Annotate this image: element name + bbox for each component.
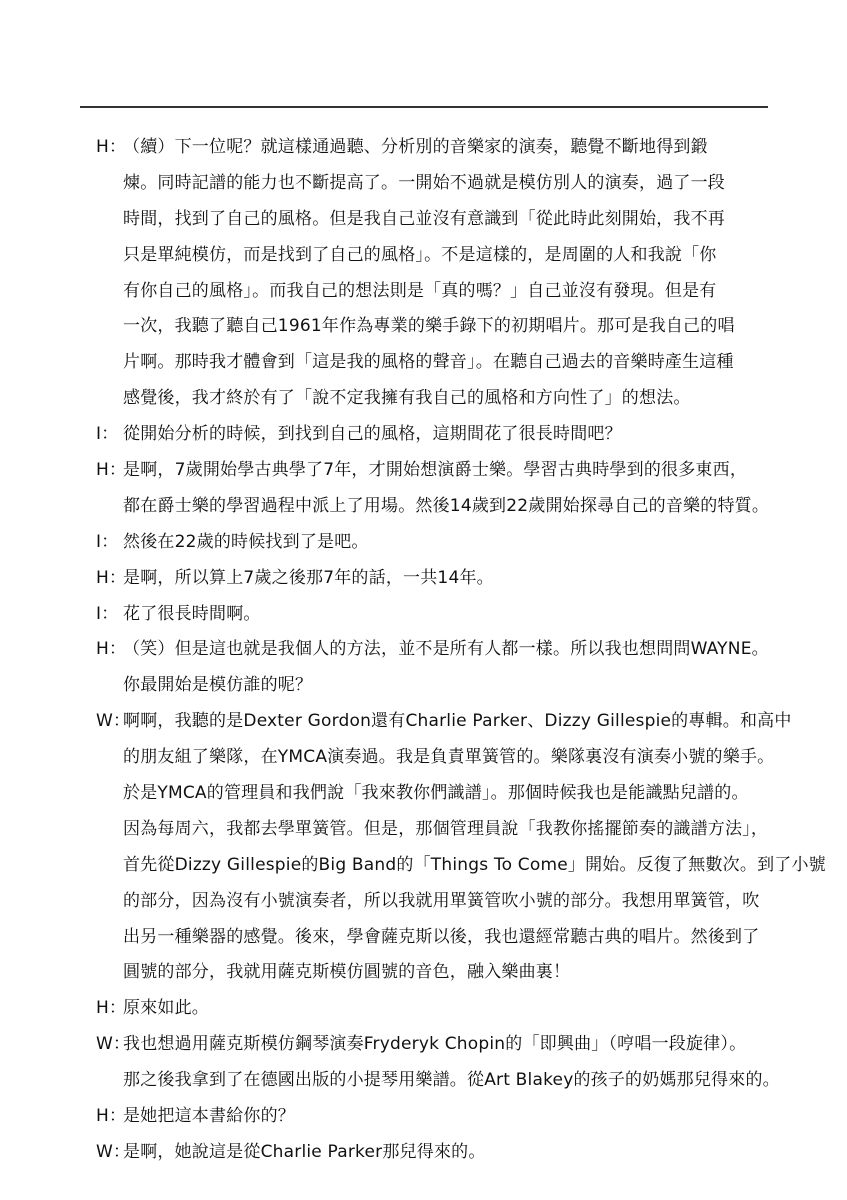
dialogue-text: 都在爵士樂的學習過程中派上了用場。然後14歲到22歲開始探尋自己的音樂的特質。 [123, 495, 770, 516]
dialogue-text: 你最開始是模仿誰的呢？ [123, 675, 313, 696]
dialogue-text: 因為每周六，我都去學單簧管。但是，那個管理員說「我教你搖擺節奏的識譜方法」， [123, 818, 769, 839]
dialogue-text: （續）下一位呢？就這樣通過聽、分析別的音樂家的演奏，聽覺不斷地得到鍛 [123, 137, 708, 157]
dialogue-line [96, 991, 826, 1027]
dialogue-continuation-line [96, 381, 826, 417]
dialogue-continuation-line [96, 202, 826, 238]
dialogue-line [96, 525, 826, 561]
speaker-label: H： [96, 639, 127, 660]
speaker-label: I： [96, 531, 119, 552]
dialogue-line [96, 453, 826, 489]
dialogue-text: 一次，我聽了聽自己1961年作為專業的樂手錄下的初期唱片。那可是我自己的唱 [123, 316, 735, 337]
dialogue-text: 有你自己的風格」。而我自己的想法則是「真的嗎？」自己並沒有發現。但是有 [123, 280, 717, 301]
dialogue-text: 的朋友組了樂隊，在YMCA演奏過。我是負責單簧管的。樂隊裏沒有演奏小號的樂手。 [123, 747, 775, 768]
dialogue-continuation-line [96, 776, 826, 812]
dialogue-continuation-line [96, 848, 826, 884]
dialogue-text: 是啊，她說這是從Charlie Parker那兒得來的。 [123, 1141, 486, 1162]
dialogue-continuation-line [96, 345, 826, 381]
dialogue-text: 時間，找到了自己的風格。但是我自己並沒有意識到「從此時此刻開始，我不再 [123, 208, 725, 229]
dialogue-continuation-line [96, 884, 826, 920]
dialogue-text: 原來如此。 [123, 998, 209, 1019]
dialogue-line [96, 597, 826, 633]
dialogue-text: 是她把這本書給你的？ [123, 1106, 295, 1127]
dialogue-text: 然後在22歲的時候找到了是吧。 [123, 531, 369, 552]
dialogue-continuation-line [96, 668, 826, 704]
dialogue-continuation-line [96, 309, 826, 345]
speaker-label: W： [96, 1034, 131, 1055]
speaker-label: W： [96, 711, 131, 732]
dialogue-text: 是啊，所以算上7歲之後那7年的話，一共14年。 [123, 567, 494, 588]
dialogue-text: 從開始分析的時候，到找到自己的風格，這期間花了很長時間吧？ [123, 424, 622, 445]
dialogue-line [96, 1027, 826, 1063]
dialogue-line [96, 561, 826, 597]
speaker-label: H： [96, 1106, 127, 1127]
dialogue-text: 只是單純模仿，而是找到了自己的風格」。不是這樣的，是周圍的人和我說「你 [123, 244, 717, 265]
header-rule [80, 106, 768, 108]
dialogue-text: 啊啊，我聽的是Dexter Gordon還有Charlie Parker、Dizzy Gillespie的專輯。和高中 [123, 711, 792, 732]
dialogue-continuation-line [96, 920, 826, 956]
dialogue-line [96, 130, 826, 166]
dialogue-text: 於是YMCA的管理員和我們說「我來教你們識譜」。那個時候我也是能識點兒譜的。 [123, 783, 749, 804]
speaker-label: H： [96, 460, 127, 481]
dialogue-text: 花了很長時間啊。 [123, 603, 261, 624]
dialogue-line [96, 632, 826, 668]
dialogue-continuation-line [96, 166, 826, 202]
dialogue-line [96, 1135, 826, 1171]
dialogue-continuation-line [96, 812, 826, 848]
dialogue-text: 的部分，因為沒有小號演奏者，所以我就用單簧管吹小號的部分。我想用單簧管，吹 [123, 890, 760, 911]
dialogue-continuation-line [96, 740, 826, 776]
dialogue-continuation-line [96, 955, 826, 991]
dialogue-continuation-line [96, 238, 826, 274]
dialogue-continuation-line [96, 489, 826, 525]
speaker-label: I： [96, 424, 119, 445]
speaker-label: H： [96, 137, 127, 157]
dialogue-continuation-line [96, 274, 826, 310]
dialogue-line [96, 1099, 826, 1135]
dialogue-text: 片啊。那時我才體會到「這是我的風格的聲音」。在聽自己過去的音樂時產生這種 [123, 352, 734, 373]
dialogue-text: 首先從Dizzy Gillespie的Big Band的「Things To Come」開始。反復了無數次。到了小號 [123, 854, 826, 875]
speaker-label: I： [96, 603, 119, 624]
dialogue-text: 圓號的部分，我就用薩克斯模仿圓號的音色，融入樂曲裏！ [123, 962, 571, 983]
dialogue-text: 感覺後，我才終於有了「說不定我擁有我自己的風格和方向性了」的想法。 [123, 388, 691, 409]
speaker-label: W： [96, 1141, 131, 1162]
dialogue-continuation-line [96, 1063, 826, 1099]
dialogue-text: 出另一種樂器的感覺。後來，學會薩克斯以後，我也還經常聽古典的唱片。然後到了 [123, 926, 760, 947]
dialogue-line [96, 704, 826, 740]
dialogue-text: （笑）但是這也就是我個人的方法，並不是所有人都一樣。所以我也想問問WAYNE。 [123, 639, 769, 660]
interview-transcript [96, 130, 826, 1171]
dialogue-text: 那之後我拿到了在德國出版的小提琴用樂譜。從Art Blakey的孩子的奶媽那兒得來的。 [123, 1070, 780, 1091]
dialogue-text: 我也想過用薩克斯模仿鋼琴演奏Fryderyk Chopin的「即興曲」（哼唱一段旋律）。 [123, 1034, 747, 1055]
speaker-label: H： [96, 567, 127, 588]
dialogue-text: 煉。同時記譜的能力也不斷提高了。一開始不過就是模仿別人的演奏，過了一段 [123, 172, 725, 193]
speaker-label: H： [96, 998, 127, 1019]
dialogue-text: 是啊，7歲開始學古典學了7年，才開始想演爵士樂。學習古典時學到的很多東西， [123, 460, 748, 481]
dialogue-line [96, 417, 826, 453]
